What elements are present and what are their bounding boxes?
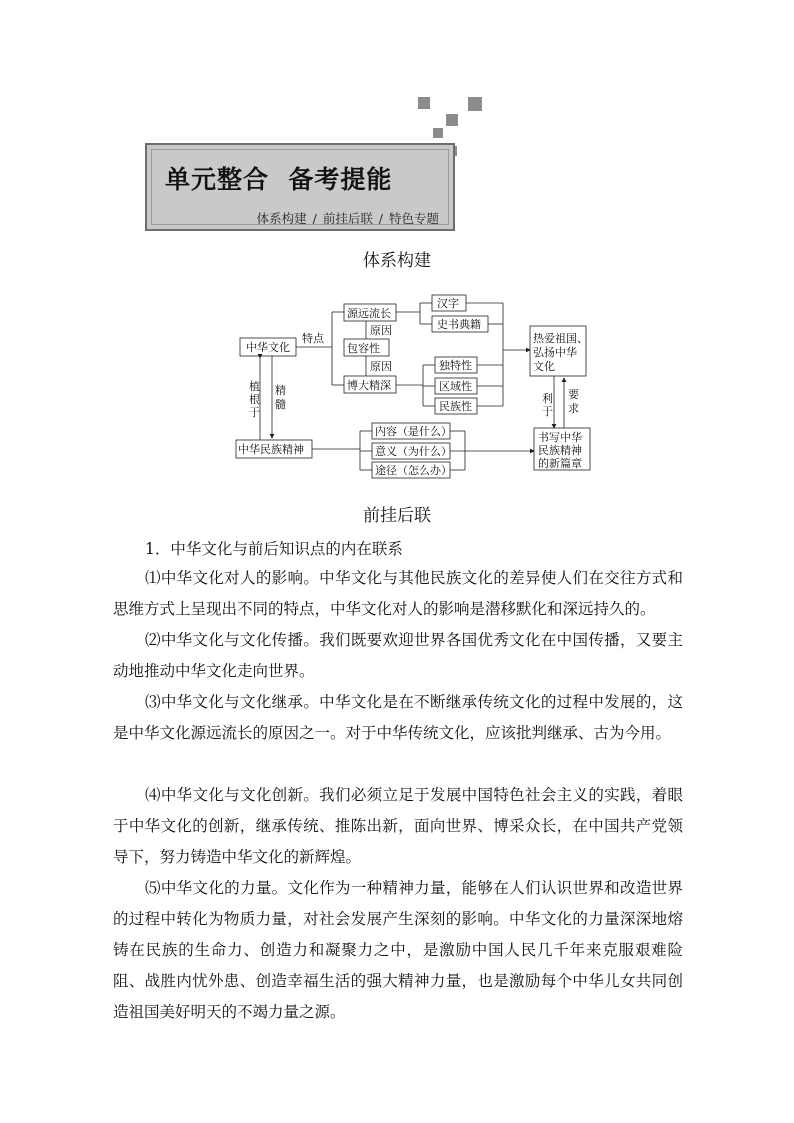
- unit-banner: [145, 143, 455, 231]
- label-zhigenyu-3: 于: [249, 406, 260, 419]
- label-tedian: 特点: [302, 332, 324, 345]
- node-dutexing: 独特性: [439, 359, 472, 372]
- paragraph-3: ⑶中华文化与文化继承。中华文化是在不断继承传统文化的过程中发展的，这是中华文化源远流长的原因之一。对于中华传统文化，应该批判继承、古为今用。: [113, 693, 683, 742]
- paragraph-4: ⑷中华文化与文化创新。我们必须立足于发展中国特色社会主义的实践，着眼于中华文化的创新，继承传统、推陈出新，面向世界、博采众长，在中国共产党领导下，努力铸造中华文化的新辉煌。: [113, 786, 683, 866]
- node-neirong: 内容（是什么）: [375, 425, 452, 438]
- concept-diagram-svg: [220, 290, 600, 480]
- node-zhonghua-wenhua: 中华文化: [246, 341, 290, 354]
- node-tujing: 途径（怎么办）: [375, 464, 452, 477]
- label-yaoqiu-2: 求: [568, 402, 579, 415]
- banner-subtitle: 体系构建 / 前挂后联 / 特色专题: [256, 211, 439, 226]
- label-yuanyin-1: 原因: [370, 324, 392, 337]
- label-yaoqiu-1: 要: [568, 388, 579, 401]
- paragraph-1: ⑴中华文化对人的影响。中华文化与其他民族文化的差异使人们在交往方式和思维方式上呈现出不同的特点，中华文化对人的影响是潜移默化和深远持久的。: [113, 569, 683, 618]
- decor-square: [433, 128, 443, 138]
- node-shuxie-line1: 书写中华: [538, 431, 582, 444]
- section-heading-links: 前挂后联: [363, 506, 431, 526]
- node-shishu: 史书典籍: [437, 318, 481, 331]
- banner-title: 单元整合 备考提能: [165, 165, 393, 194]
- node-reai-line3: 文化: [533, 360, 555, 373]
- node-yuanyuan: 源远流长: [347, 307, 391, 320]
- label-yuanyin-2: 原因: [370, 360, 392, 373]
- node-yiyi: 意义（为什么）: [375, 445, 452, 458]
- node-baorongxing: 包容性: [347, 342, 380, 355]
- node-reai-line1: 热爱祖国、: [533, 332, 588, 345]
- section-heading-system: 体系构建: [363, 251, 431, 271]
- decor-square: [446, 114, 458, 126]
- node-shuxie-line3: 的新篇章: [538, 457, 582, 470]
- node-quyuxing: 区域性: [439, 380, 472, 393]
- node-shuxie-line2: 民族精神: [538, 444, 582, 457]
- label-jingsui-1: 精: [275, 384, 286, 397]
- label-zhigenyu-1: 植: [249, 380, 260, 393]
- paragraph-2: ⑵中华文化与文化传播。我们既要欢迎世界各国优秀文化在中国传播，又要主动地推动中华文化走向世界。: [113, 631, 683, 680]
- node-reai-line2: 弘扬中华: [533, 346, 577, 359]
- node-minzuxing: 民族性: [439, 400, 472, 413]
- node-hanzi: 汉字: [437, 297, 459, 310]
- paragraph-5: ⑸中华文化的力量。文化作为一种精神力量，能够在人们认识世界和改造世界的过程中转化为物质力量，对社会发展产生深刻的影响。中华文化的力量深深地熔铸在民族的生命力、创造力和凝聚力之中，是激励中国人民几千年来克服艰难险阻、战胜内忧外患、创造幸福生活的强大精神力量，也是激励每个中华儿女共同创造祖国美好明天的不竭力量之源。: [113, 879, 683, 1021]
- item-1-title: 1．中华文化与前后知识点的内在联系: [145, 540, 403, 558]
- label-zhigenyu-2: 根: [249, 393, 260, 406]
- decor-square: [418, 97, 430, 109]
- label-jingsui-2: 髓: [275, 398, 286, 411]
- label-liyu-1: 利: [542, 392, 553, 405]
- concept-diagram: [220, 290, 600, 484]
- node-boda: 博大精深: [347, 379, 391, 392]
- label-liyu-2: 于: [542, 405, 553, 418]
- decor-square: [468, 97, 482, 111]
- node-minzu-jingshen: 中华民族精神: [238, 443, 304, 456]
